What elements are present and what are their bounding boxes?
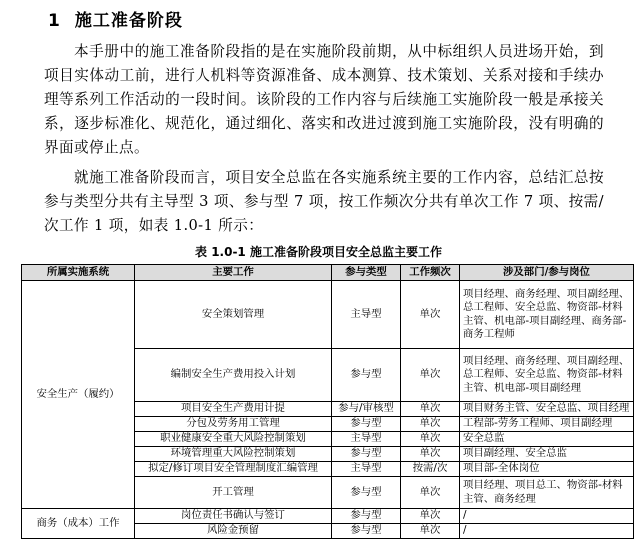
table-body (22, 281, 634, 539)
cell-dept: 项目经理、商务经理、项目副经理、总工程师、安全总监、物资部-材料主管、机电部-项目副经理 (460, 349, 634, 402)
cell-work: 分包及劳务用工管理 (135, 417, 332, 432)
cell-type: 参与型 (332, 349, 401, 402)
table-caption: 表 1.0-1 施工准备阶段项目安全总监主要工作 (195, 245, 442, 259)
cell-freq: 单次 (401, 349, 460, 402)
cell-dept: 项目经理、商务经理、项目副经理、总工程师、安全总监、物资部-材料主管、机电部-项目副经理、商务部-商务工程师 (460, 281, 634, 349)
cell-dept: / (460, 524, 634, 539)
cell-work: 安全策划管理 (135, 281, 332, 349)
table-row (22, 509, 634, 524)
summary-paragraph: 就施工准备阶段而言，项目安全总监在各实施系统主要的工作内容，总结汇总按参与类型分共有主导型 3 项、参与型 7 项，按工作频次分共有单次工作 7 项、按需/次工作 1 项，如表 1.0-1 所示： (44, 169, 604, 234)
cell-work: 环境管理重大风险控制策划 (135, 447, 332, 462)
section-number: 1 (48, 11, 61, 31)
cell-type: 参与/审核型 (332, 402, 401, 417)
table-row (22, 281, 634, 349)
cell-dept: 项目经理、项目总工、物资部-材料主管、商务经理 (460, 477, 634, 509)
safety-director-work-table (21, 264, 634, 539)
header-system: 所属实施系统 (22, 265, 135, 281)
cell-type: 参与型 (332, 524, 401, 539)
header-type: 参与类型 (332, 265, 401, 281)
cell-work: 岗位责任书确认与签订 (135, 509, 332, 524)
cell-dept: 项目部-全体岗位 (460, 462, 634, 477)
cell-work: 风险金预留 (135, 524, 332, 539)
cell-type: 参与型 (332, 477, 401, 509)
cell-work: 项目安全生产费用计提 (135, 402, 332, 417)
cell-type: 主导型 (332, 432, 401, 447)
cell-work: 职业健康安全重大风险控制策划 (135, 432, 332, 447)
section-heading (12, 6, 183, 31)
header-frequency: 工作频次 (401, 265, 460, 281)
cell-type: 主导型 (332, 281, 401, 349)
cell-dept: 项目副经理、安全总监 (460, 447, 634, 462)
section-title: 施工准备阶段 (74, 11, 183, 31)
cell-freq: 单次 (401, 402, 460, 417)
header-work: 主要工作 (135, 265, 332, 281)
cell-system: 安全生产（履约） (22, 281, 135, 509)
cell-type: 主导型 (332, 462, 401, 477)
cell-freq: 按需/次 (401, 462, 460, 477)
cell-freq: 单次 (401, 447, 460, 462)
cell-type: 参与型 (332, 447, 401, 462)
cell-type: 参与型 (332, 509, 401, 524)
cell-type: 参与型 (332, 417, 401, 432)
cell-dept: 工程部-劳务工程师、项目副经理 (460, 417, 634, 432)
cell-freq: 单次 (401, 477, 460, 509)
cell-freq: 单次 (401, 417, 460, 432)
cell-work: 拟定/修订项目安全管理制度汇编管理 (135, 462, 332, 477)
cell-system: 商务（成本）工作 (22, 509, 135, 539)
table-header-row (22, 265, 634, 281)
cell-work: 编制安全生产费用投入计划 (135, 349, 332, 402)
intro-paragraph: 本手册中的施工准备阶段指的是在实施阶段前期，从中标组织人员进场开始，到项目实体动工前，进行人机料等资源准备、成本测算、技术策划、关系对接和手续办理等系列工作活动的一段时间。该阶段的工作内容与后续施工实施阶段一般是承接关系，逐步标准化、规范化，通过细化、落实和改进过渡到施工实施阶段，没有明确的界面或停止点。 (44, 43, 604, 156)
cell-dept: 安全总监 (460, 432, 634, 447)
cell-work: 开工管理 (135, 477, 332, 509)
cell-freq: 单次 (401, 509, 460, 524)
cell-dept: 项目财务主管、安全总监、项目经理 (460, 402, 634, 417)
header-department: 涉及部门/参与岗位 (460, 265, 634, 281)
cell-dept: / (460, 509, 634, 524)
cell-freq: 单次 (401, 281, 460, 349)
cell-freq: 单次 (401, 524, 460, 539)
cell-freq: 单次 (401, 432, 460, 447)
